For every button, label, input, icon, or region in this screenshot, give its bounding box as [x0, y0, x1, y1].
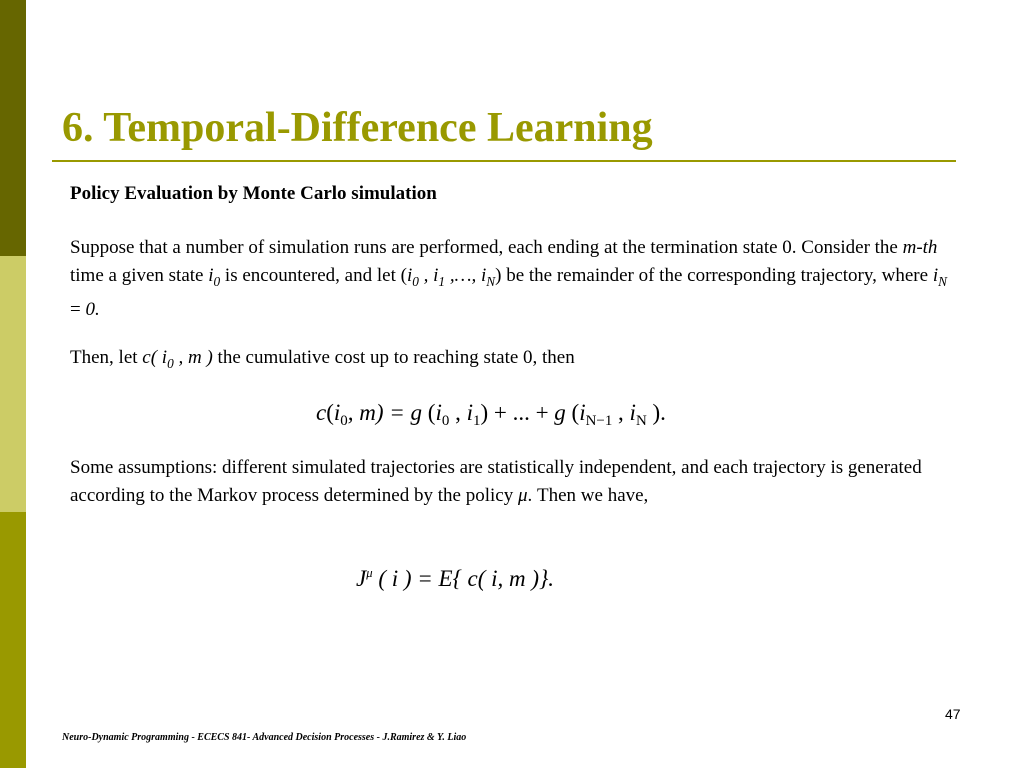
section-heading: Policy Evaluation by Monte Carlo simulation — [70, 183, 437, 204]
math-i: i — [161, 347, 168, 368]
comma: , — [449, 400, 467, 425]
paragraph-simulation-runs — [70, 234, 950, 324]
math-sub: N — [635, 413, 647, 430]
slide-title: 6. Temporal-Difference Learning — [62, 105, 653, 151]
text: = — [70, 298, 86, 320]
text: is encountered, and let ( — [220, 265, 407, 286]
math-sub: 0 — [340, 413, 348, 430]
math-mid: ) + ... + — [480, 400, 555, 425]
math-i: i — [480, 265, 487, 286]
math-mu: μ — [366, 566, 373, 581]
math-i: i — [208, 265, 214, 286]
math-i: i — [406, 265, 413, 286]
math-sub: 0 — [412, 273, 419, 289]
math-sep: ,…, — [445, 265, 481, 286]
text: ) be the remainder of the corresponding trajectory, where — [495, 265, 933, 286]
math-c: c — [316, 400, 327, 425]
math-i: i — [579, 400, 586, 425]
sidebar-segment-light — [0, 256, 26, 512]
math-i: i — [466, 400, 473, 425]
page-number: 47 — [945, 706, 961, 722]
math-m: , m) = — [347, 400, 411, 425]
sidebar-accent — [0, 0, 26, 768]
math-mu: μ — [517, 485, 528, 506]
paren: ). — [646, 400, 666, 425]
paragraph-assumptions — [70, 454, 950, 510]
title-underline — [52, 160, 956, 162]
text: Then, let — [70, 347, 143, 368]
math-sub: N−1 — [585, 413, 613, 430]
math-c: c( — [142, 347, 162, 368]
comma: , — [612, 400, 630, 425]
paren: ( — [422, 400, 436, 425]
footer-text: Neuro-Dynamic Programming - ECECS 841- Advanced Decision Processes - J.Ramirez & Y. Liao — [62, 732, 467, 743]
math-rest: ( i ) = E{ c( i, m )}. — [372, 566, 555, 591]
paren: ( — [326, 400, 334, 425]
equation-cumulative-cost — [316, 398, 666, 428]
math-i: i — [333, 400, 341, 425]
math-J: J — [356, 566, 367, 591]
math-sub: 0 — [213, 273, 221, 289]
math-i: i — [629, 400, 636, 425]
math-sub: N — [938, 273, 947, 289]
math-sub: N — [486, 273, 496, 289]
math-sub: 0 — [167, 355, 174, 371]
text: . Then we have, — [527, 485, 649, 506]
text: time a given state — [70, 265, 209, 286]
math-m: , m ) — [173, 347, 213, 368]
text: Suppose that a number of simulation runs are performed, each ending at the termination state 0. Consider the — [70, 237, 903, 258]
text: Some assumptions: different simulated trajectories are statistically independent, and each trajectory is generated according to the Markov process determined by the policy — [70, 457, 922, 506]
math-g: g — [554, 400, 566, 425]
math-sub: 0 — [441, 413, 450, 430]
text: the cumulative cost up to reaching state 0, then — [212, 347, 575, 368]
math-sub: 1 — [472, 413, 481, 430]
math-zero: 0. — [85, 298, 100, 320]
math-sep: , — [418, 265, 434, 286]
sidebar-segment-dark — [0, 0, 26, 256]
paragraph-cumulative-cost — [70, 344, 950, 378]
math-i: i — [932, 265, 939, 286]
math-sub: 1 — [438, 273, 446, 289]
equation-expected-cost — [356, 564, 554, 594]
paren: ( — [565, 400, 580, 425]
math-i: i — [433, 265, 439, 286]
math-g: g — [410, 400, 423, 425]
sidebar-segment-mid — [0, 512, 26, 768]
math-i: i — [435, 400, 442, 425]
math-mth: m-th — [902, 237, 938, 258]
